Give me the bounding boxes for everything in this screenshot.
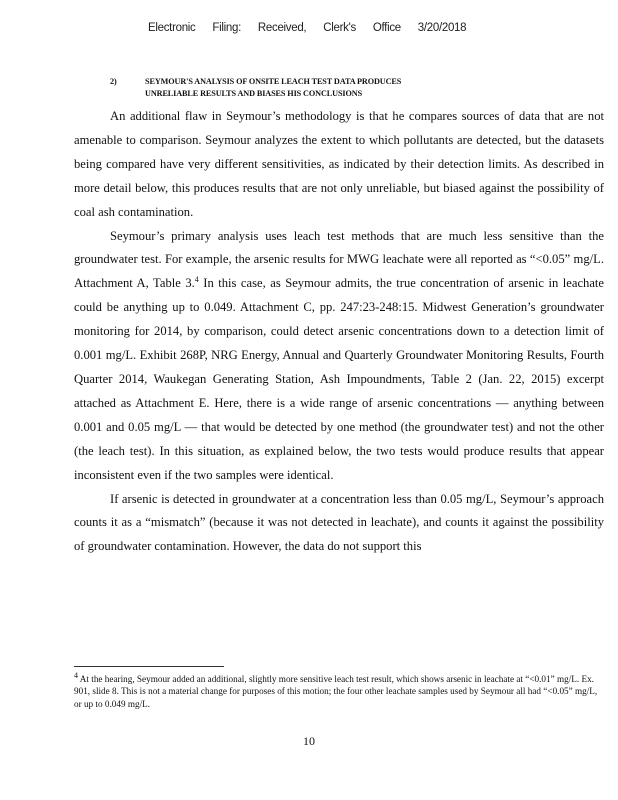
footnote-divider <box>74 666 224 667</box>
page-number: 10 <box>303 734 315 748</box>
paragraph-2-part-2: In this case, as Seymour admits, the true concentration of arsenic in leachate could be anything up to 0.049. Attachment C, pp. 247:23-248:15. Midwest Generation’s groundwater monitoring for 2014, by comparison, could detect arsenic concentrations down to a detection limit of 0.001 mg/L. Exhibit 268P, NRG Energy, Annual and Quarterly Groundwater Monitoring Results, Fourth Quarter 2014, Waukegan Generating Station, Ash Impoundments, Table 2 (Jan. 22, 2015) excerpt attached as Attachment E. Here, there is a wide range of arsenic concentrations — anything between 0.001 and 0.05 mg/L — that would be detected by one method (the groundwater test) and not the other (the leach test). In this situation, as explained below, the two tests would produce results that appear inconsistent even if the two samples were identical. <box>74 276 605 482</box>
footnote-text: At the hearing, Seymour added an additional, slightly more sensitive leach test result, which shows arsenic in leachate at “<0.01” mg/L. Ex. 901, slide 8. This is not a material change for purposes of this motion; the four other leachate samples used by Seymour all had “<0.05” mg/L, or up to 0.049 mg/L. <box>74 674 598 709</box>
paragraph-2-part-1: Seymour’s primary analysis uses leach test methods that are much less sensitive than the groundwater test. For example, the arsenic results for MWG leachate were all reported as “<0.05” mg/L. Attachment A, Table 3. <box>74 228 604 291</box>
paragraph-2 <box>74 225 604 488</box>
stamp-word: Office <box>372 22 401 34</box>
footnote <box>74 670 604 710</box>
body-text <box>74 105 604 559</box>
section-title-line-1: SEYMOUR'S ANALYSIS OF ONSITE LEACH TEST DATA PRODUCES <box>145 77 402 86</box>
section-title-line-2: UNRELIABLE RESULTS AND BIASES HIS CONCLUSIONS <box>145 89 363 98</box>
paragraph-3: If arsenic is detected in groundwater at a concentration less than 0.05 mg/L, Seymour’s approach counts it as a “mismatch” (because it was not detected in leachate), and counts it against the possibility of groundwater contamination. However, the data do not support this <box>74 491 604 554</box>
paragraph-1: An additional flaw in Seymour’s methodology is that he compares sources of data that are not amenable to comparison. Seymour analyzes the extent to which pollutants are detected, but the datasets being compared have very different sensitivities, as indicated by their detection limits. As described in more detail below, this produces results that are not only unreliable, but biased against the possibility of coal ash contamination. <box>74 109 604 219</box>
stamp-word: Electronic <box>148 22 196 34</box>
stamp-word: Received, <box>257 22 307 34</box>
filing-stamp <box>148 22 480 34</box>
footnote-marker: 4 <box>74 670 78 680</box>
section-number: 2) <box>110 77 117 86</box>
footnote-reference: 4 <box>194 275 199 285</box>
stamp-word: Filing: <box>212 22 241 34</box>
stamp-word: Clerk's <box>323 22 356 34</box>
stamp-word: 3/20/2018 <box>417 22 467 34</box>
